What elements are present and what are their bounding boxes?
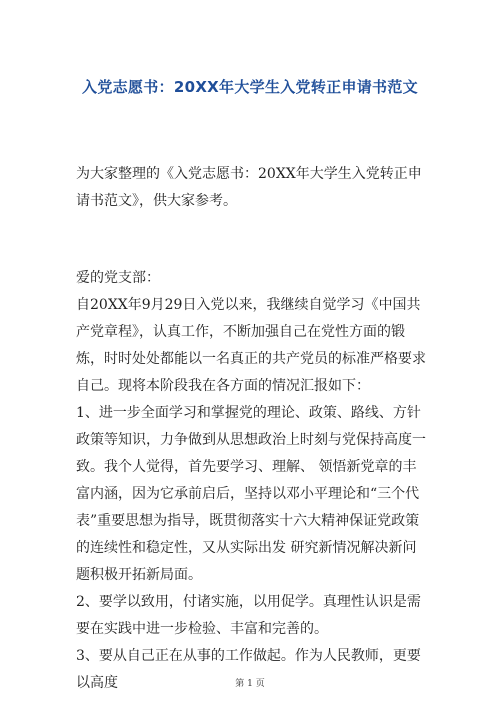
salutation: 爱的党支部： xyxy=(76,270,160,286)
intro-paragraph: 为大家整理的《入党志愿书：20XX年大学生入党转正申请书范文》，供大家参考。 xyxy=(76,166,422,209)
document-body xyxy=(76,292,426,697)
body-paragraph-4: 3、要从自己正在从事的工作做起。作为人民教师，更要以高度 xyxy=(76,648,421,691)
body-paragraph-1: 自20XX年9月29日入党以来，我继续自觉学习《中国共产党章程》，认真工作，不断加强自己在党性方面的锻炼，时时处处都能以一名真正的共产党员的标准严格要求自己。现将本阶段我在各方面的情况汇报如下： xyxy=(76,297,426,394)
body-paragraph-3: 2、要学以致用，付诸实施，以用促学。真理性认识是需要在实践中进一步检验、丰富和完善的。 xyxy=(76,594,421,637)
page-number: 第 1 页 xyxy=(235,679,265,689)
body-paragraph-2: 1、进一步全面学习和掌握党的理论、政策、路线、方针政策等知识，力争做到从思想政治上时刻与党保持高度一致。我个人觉得，首先要学习、理解、 领悟新党章的丰富内涵，因为它承前启后，坚持以邓小平理论和“三个代表”重要思想为指导，既贯彻落实十六大精神保证党政策的连续性和稳定性，又从实际出发 研究新情况解决新问题积极开拓新局面。 xyxy=(76,405,426,583)
document-title: 入党志愿书：20XX年大学生入党转正申请书范文 xyxy=(82,78,418,96)
